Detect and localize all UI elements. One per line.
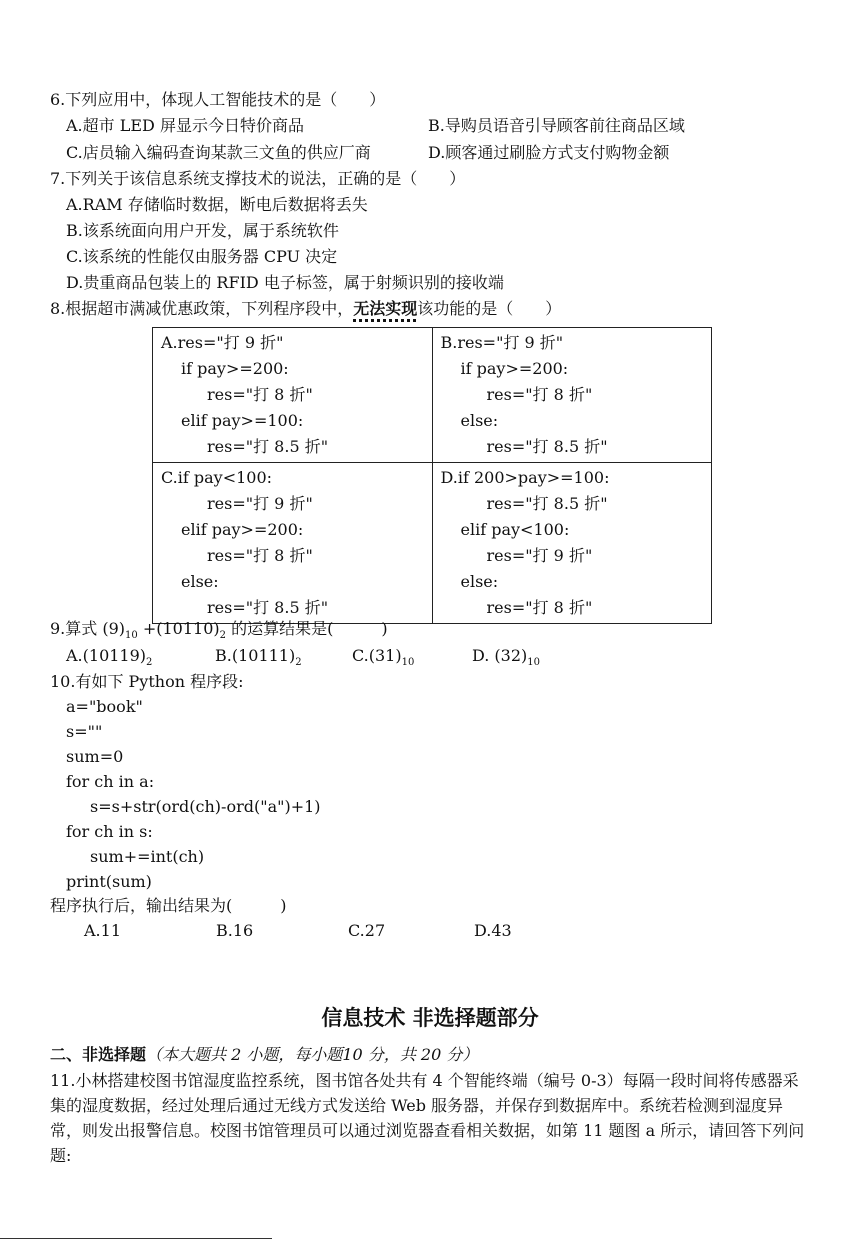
- q9-option-a-base: 2: [146, 657, 153, 669]
- q10-option-b: B.16: [216, 921, 254, 940]
- q8-cell-c: [153, 463, 433, 624]
- q10-code-line: s="": [66, 722, 103, 741]
- code-line: C.if pay<100:: [161, 468, 273, 487]
- footer-rule: [0, 1238, 272, 1239]
- q9-option-c-base: 10: [401, 657, 415, 669]
- code-line: res="打 8.5 折": [486, 494, 608, 513]
- code-line: res="打 9 折": [207, 494, 313, 513]
- code-line: elif pay>=200:: [181, 520, 304, 539]
- q6-option-a: A.超市 LED 屏显示今日特价商品: [66, 116, 304, 135]
- code-line: A.res="打 9 折": [161, 333, 284, 352]
- q7-option-a: A.RAM 存储临时数据，断电后数据将丢失: [66, 195, 368, 214]
- q9-option-d: [472, 645, 540, 674]
- code-line: res="打 8.5 折": [486, 437, 608, 456]
- code-line: if pay>=200:: [181, 359, 289, 378]
- code-line: res="打 8.5 折": [207, 598, 329, 617]
- q8-cell-d: [432, 463, 712, 624]
- q8-stem-emphasis: 无法实现: [353, 299, 418, 318]
- q10-code-line: print(sum): [66, 872, 152, 891]
- q7-stem: 7.下列关于该信息系统支撑技术的说法，正确的是（ ）: [50, 169, 466, 188]
- q8-stem-post: 该功能的是（ ）: [417, 299, 562, 318]
- q9-option-b-value: B.(10111): [215, 646, 296, 665]
- q9-option-c: [352, 645, 414, 674]
- code-line: else:: [460, 572, 499, 591]
- q8-cell-b: [432, 328, 712, 463]
- code-line: res="打 8.5 折": [207, 437, 329, 456]
- part2-header: [50, 1044, 478, 1066]
- q11-text: 11.小林搭建校图书馆湿度监控系统，图书馆各处共有 4 个智能终端（编号 0-3）每隔一段时间将传感器采集的湿度数据，经过处理后通过无线方式发送给 Web 服务器，并保存到数据库中。系统若检测到湿度异常，则发出报警信息。校图书馆管理员可以通过浏览器查看相关数据，如第 11 题图 a 所示，请回答下列问题:: [50, 1071, 805, 1165]
- q9-option-a: [66, 645, 152, 674]
- q9-stem-mid: +(10110): [137, 619, 220, 638]
- q10-option-a: A.11: [84, 921, 121, 940]
- q10-result-stem: 程序执行后，输出结果为( ): [50, 896, 287, 915]
- q6-option-c: C.店员输入编码查询某款三文鱼的供应厂商: [66, 143, 371, 162]
- q9-stem-post: 的运算结果是( ): [226, 619, 388, 638]
- q6-stem: 6.下列应用中，体现人工智能技术的是（ ）: [50, 90, 386, 109]
- q9-option-c-value: C.(31): [352, 646, 402, 665]
- part2-note: （本大题共 2 小题，每小题10 分，共 20 分）: [146, 1045, 479, 1064]
- code-line: res="打 9 折": [486, 546, 593, 565]
- q9-option-a-value: A.(10119): [66, 646, 147, 665]
- q10-option-d: D.43: [474, 921, 512, 940]
- q9-option-d-value: D. (32): [472, 646, 528, 665]
- code-line: elif pay>=100:: [181, 411, 304, 430]
- q10-code-line: sum=0: [66, 747, 124, 766]
- part2-label: 二、非选择题: [50, 1045, 147, 1064]
- code-line: else:: [181, 572, 219, 591]
- code-line: D.if 200>pay>=100:: [440, 468, 610, 487]
- q9-stem: [50, 618, 388, 647]
- q6-option-b: B.导购员语音引导顾客前往商品区域: [428, 116, 685, 135]
- q7-option-b: B.该系统面向用户开发，属于系统软件: [66, 221, 339, 240]
- q9-option-b: [215, 645, 302, 674]
- q8-code-table: [152, 327, 712, 624]
- q10-stem: 10.有如下 Python 程序段:: [50, 672, 244, 691]
- q10-code-line: sum+=int(ch): [90, 847, 205, 866]
- q8-stem: [50, 298, 561, 320]
- q10-code-line: for ch in a:: [66, 772, 155, 791]
- code-line: res="打 8 折": [207, 385, 313, 404]
- q9-option-b-base: 2: [295, 657, 302, 669]
- q9-base-1: 10: [125, 630, 138, 642]
- code-line: if pay>=200:: [460, 359, 569, 378]
- q7-option-c: C.该系统的性能仅由服务器 CPU 决定: [66, 247, 338, 266]
- q8-stem-pre: 8.根据超市满减优惠政策，下列程序段中，: [50, 299, 354, 318]
- q6-option-d: D.顾客通过刷脸方式支付购物金额: [428, 143, 670, 162]
- code-line: else:: [460, 411, 499, 430]
- q10-code-line: s=s+str(ord(ch)-ord("a")+1): [90, 797, 321, 816]
- code-line: B.res="打 9 折": [440, 333, 564, 352]
- code-line: res="打 8 折": [486, 598, 593, 617]
- q10-code-line: for ch in s:: [66, 822, 153, 841]
- code-line: elif pay<100:: [460, 520, 570, 539]
- code-line: res="打 8 折": [486, 385, 593, 404]
- q9-option-d-base: 10: [527, 657, 541, 669]
- q10-option-c: C.27: [348, 921, 386, 940]
- q10-code-line: a="book": [66, 697, 143, 716]
- q9-stem-pre: 9.算式 (9): [50, 619, 126, 638]
- q7-option-d: D.贵重商品包装上的 RFID 电子标签，属于射频识别的接收端: [66, 273, 504, 292]
- q9-base-2: 2: [219, 630, 227, 642]
- section-heading: 信息技术 非选择题部分: [321, 1006, 539, 1030]
- code-line: res="打 8 折": [207, 546, 313, 565]
- q8-cell-a: [153, 328, 433, 463]
